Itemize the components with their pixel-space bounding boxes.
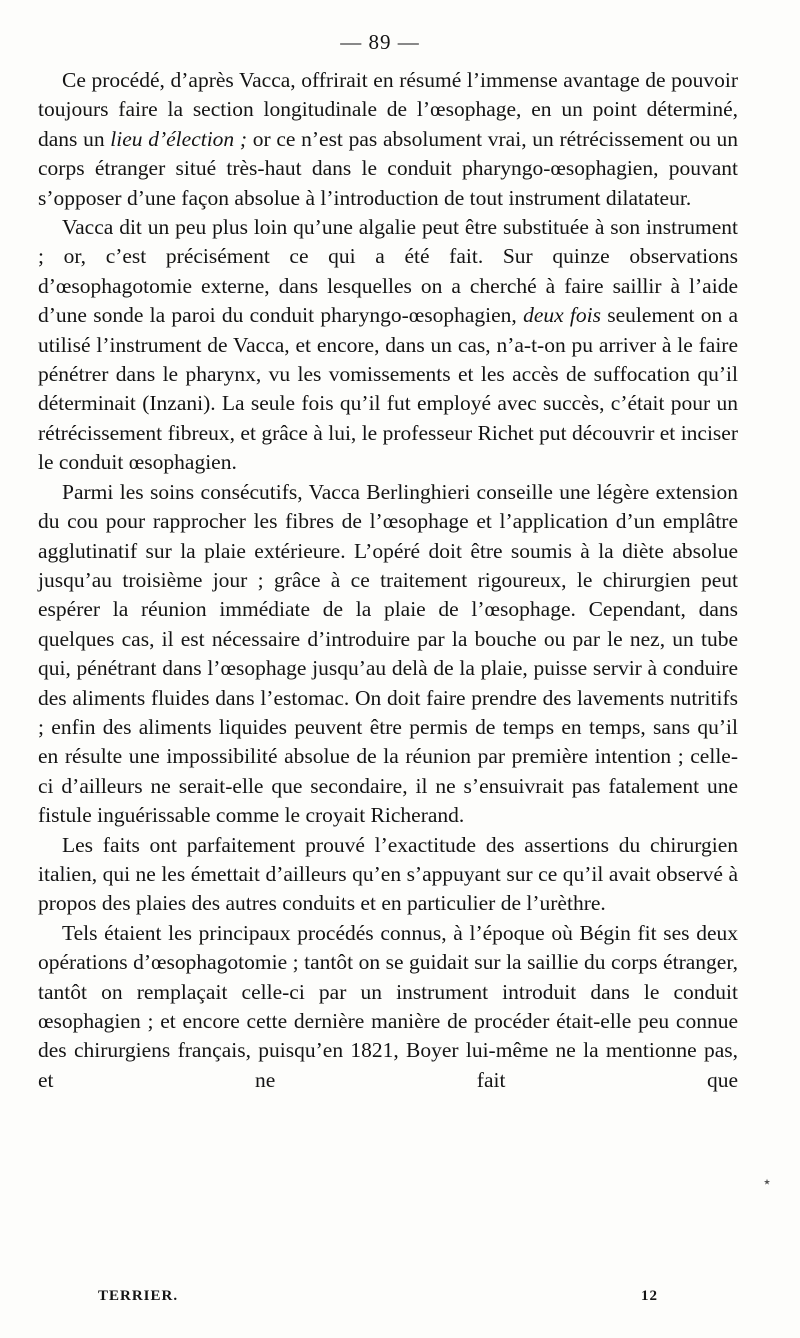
- paragraph-2-italic: deux fois: [523, 303, 601, 328]
- signature-mark: TERRIER.: [98, 1288, 179, 1304]
- sheet-number: 12: [641, 1288, 658, 1304]
- paragraph-2: [38, 213, 738, 478]
- paragraph-3: Parmi les soins consécutifs, Vacca Berlinghieri conseille une légère extension du cou pour rapprocher les fibres de l’œsophage et l’application d’un emplâtre agglutinatif sur la plaie extérieure. L’opéré doit être soumis à la diète absolue jusqu’au troisième jour ; grâce à ce traitement rigoureux, le chirurgien peut espérer la réunion immédiate de la plaie de l’œsophage. Cependant, dans quelques cas, il est nécessaire d’introduire par la bouche ou par le nez, un tube qui, pénétrant dans l’œsophage jusqu’au delà de la plaie, puisse servir à conduire des aliments fluides dans l’estomac. On doit faire prendre des lavements nutritifs ; enfin des aliments liquides peuvent être permis de temps en temps, sans qu’il en résulte une impossibilité absolue de la réunion par première intention ; celle-ci d’ailleurs ne serait-elle que secondaire, il ne s’ensuivrait pas fatalement une fistule inguérissable comme le croyait Richerand.: [38, 479, 738, 828]
- paragraph-1: [38, 66, 738, 213]
- paragraph-5: Tels étaient les principaux procédés connus, à l’époque où Bégin fit ses deux opérations d’œsophagotomie ; tantôt on se guidait sur la saillie du corps étranger, tantôt on remplaçait celle-ci par un instrument introduit dans le conduit œsophagien ; et encore cette dernière manière de procéder était-elle peu connue des chirurgiens français, puisqu’en 1821, Boyer lui-même ne la mentionne pas, et ne fait que: [38, 920, 738, 1092]
- paragraph-2-start: Vacca dit un peu plus loin qu’une algalie peut être substituée à son instrument ; or, c’est précisément ce qui a été fait. Sur quinze observations d’œsophagotomie externe, dans lesquelles on a cherché à faire saillir à l’aide d’une sonde la paroi du conduit pharyngo-œsophagien,: [38, 215, 738, 328]
- ink-speck-icon: ⋆: [762, 1174, 773, 1191]
- paragraph-1-italic: lieu d’élection ;: [110, 126, 248, 151]
- body-text: [38, 66, 738, 1095]
- page-number: — 89 —: [340, 30, 420, 54]
- paragraph-4: Les faits ont parfaitement prouvé l’exactitude des assertions du chirurgien italien, qui ne les émettait d’ailleurs qu’en s’appuyant sur ce qu’il avait observé à propos des plaies des autres conduits et en particulier de l’urèthre.: [38, 832, 738, 916]
- paragraph-1-start: Ce procédé, d’après Vacca, offrirait en résumé l’immense avantage de pouvoir toujours faire la section longitudinale de l’œsophage, en un point déterminé, dans un: [38, 68, 738, 151]
- paragraph-1-end: or ce n’est pas absolument vrai, un rétrécissement ou un corps étranger situé très-haut dans le conduit pharyngo-œsophagien, pouvant s’opposer d’une façon absolue à l’introduction de tout instrument dilatateur.: [38, 126, 738, 210]
- paragraph-2-end: seulement on a utilisé l’instrument de Vacca, et encore, dans un cas, n’a-t-on pu arriver à le faire pénétrer dans le pharynx, vu les vomissements et les accès de suffocation qu’il déterminait (Inzani). La seule fois qu’il fut employé avec succès, c’était pour un rétrécissement fibreux, et grâce à lui, le professeur Richet put découvrir et inciser le conduit œsophagien.: [38, 303, 738, 475]
